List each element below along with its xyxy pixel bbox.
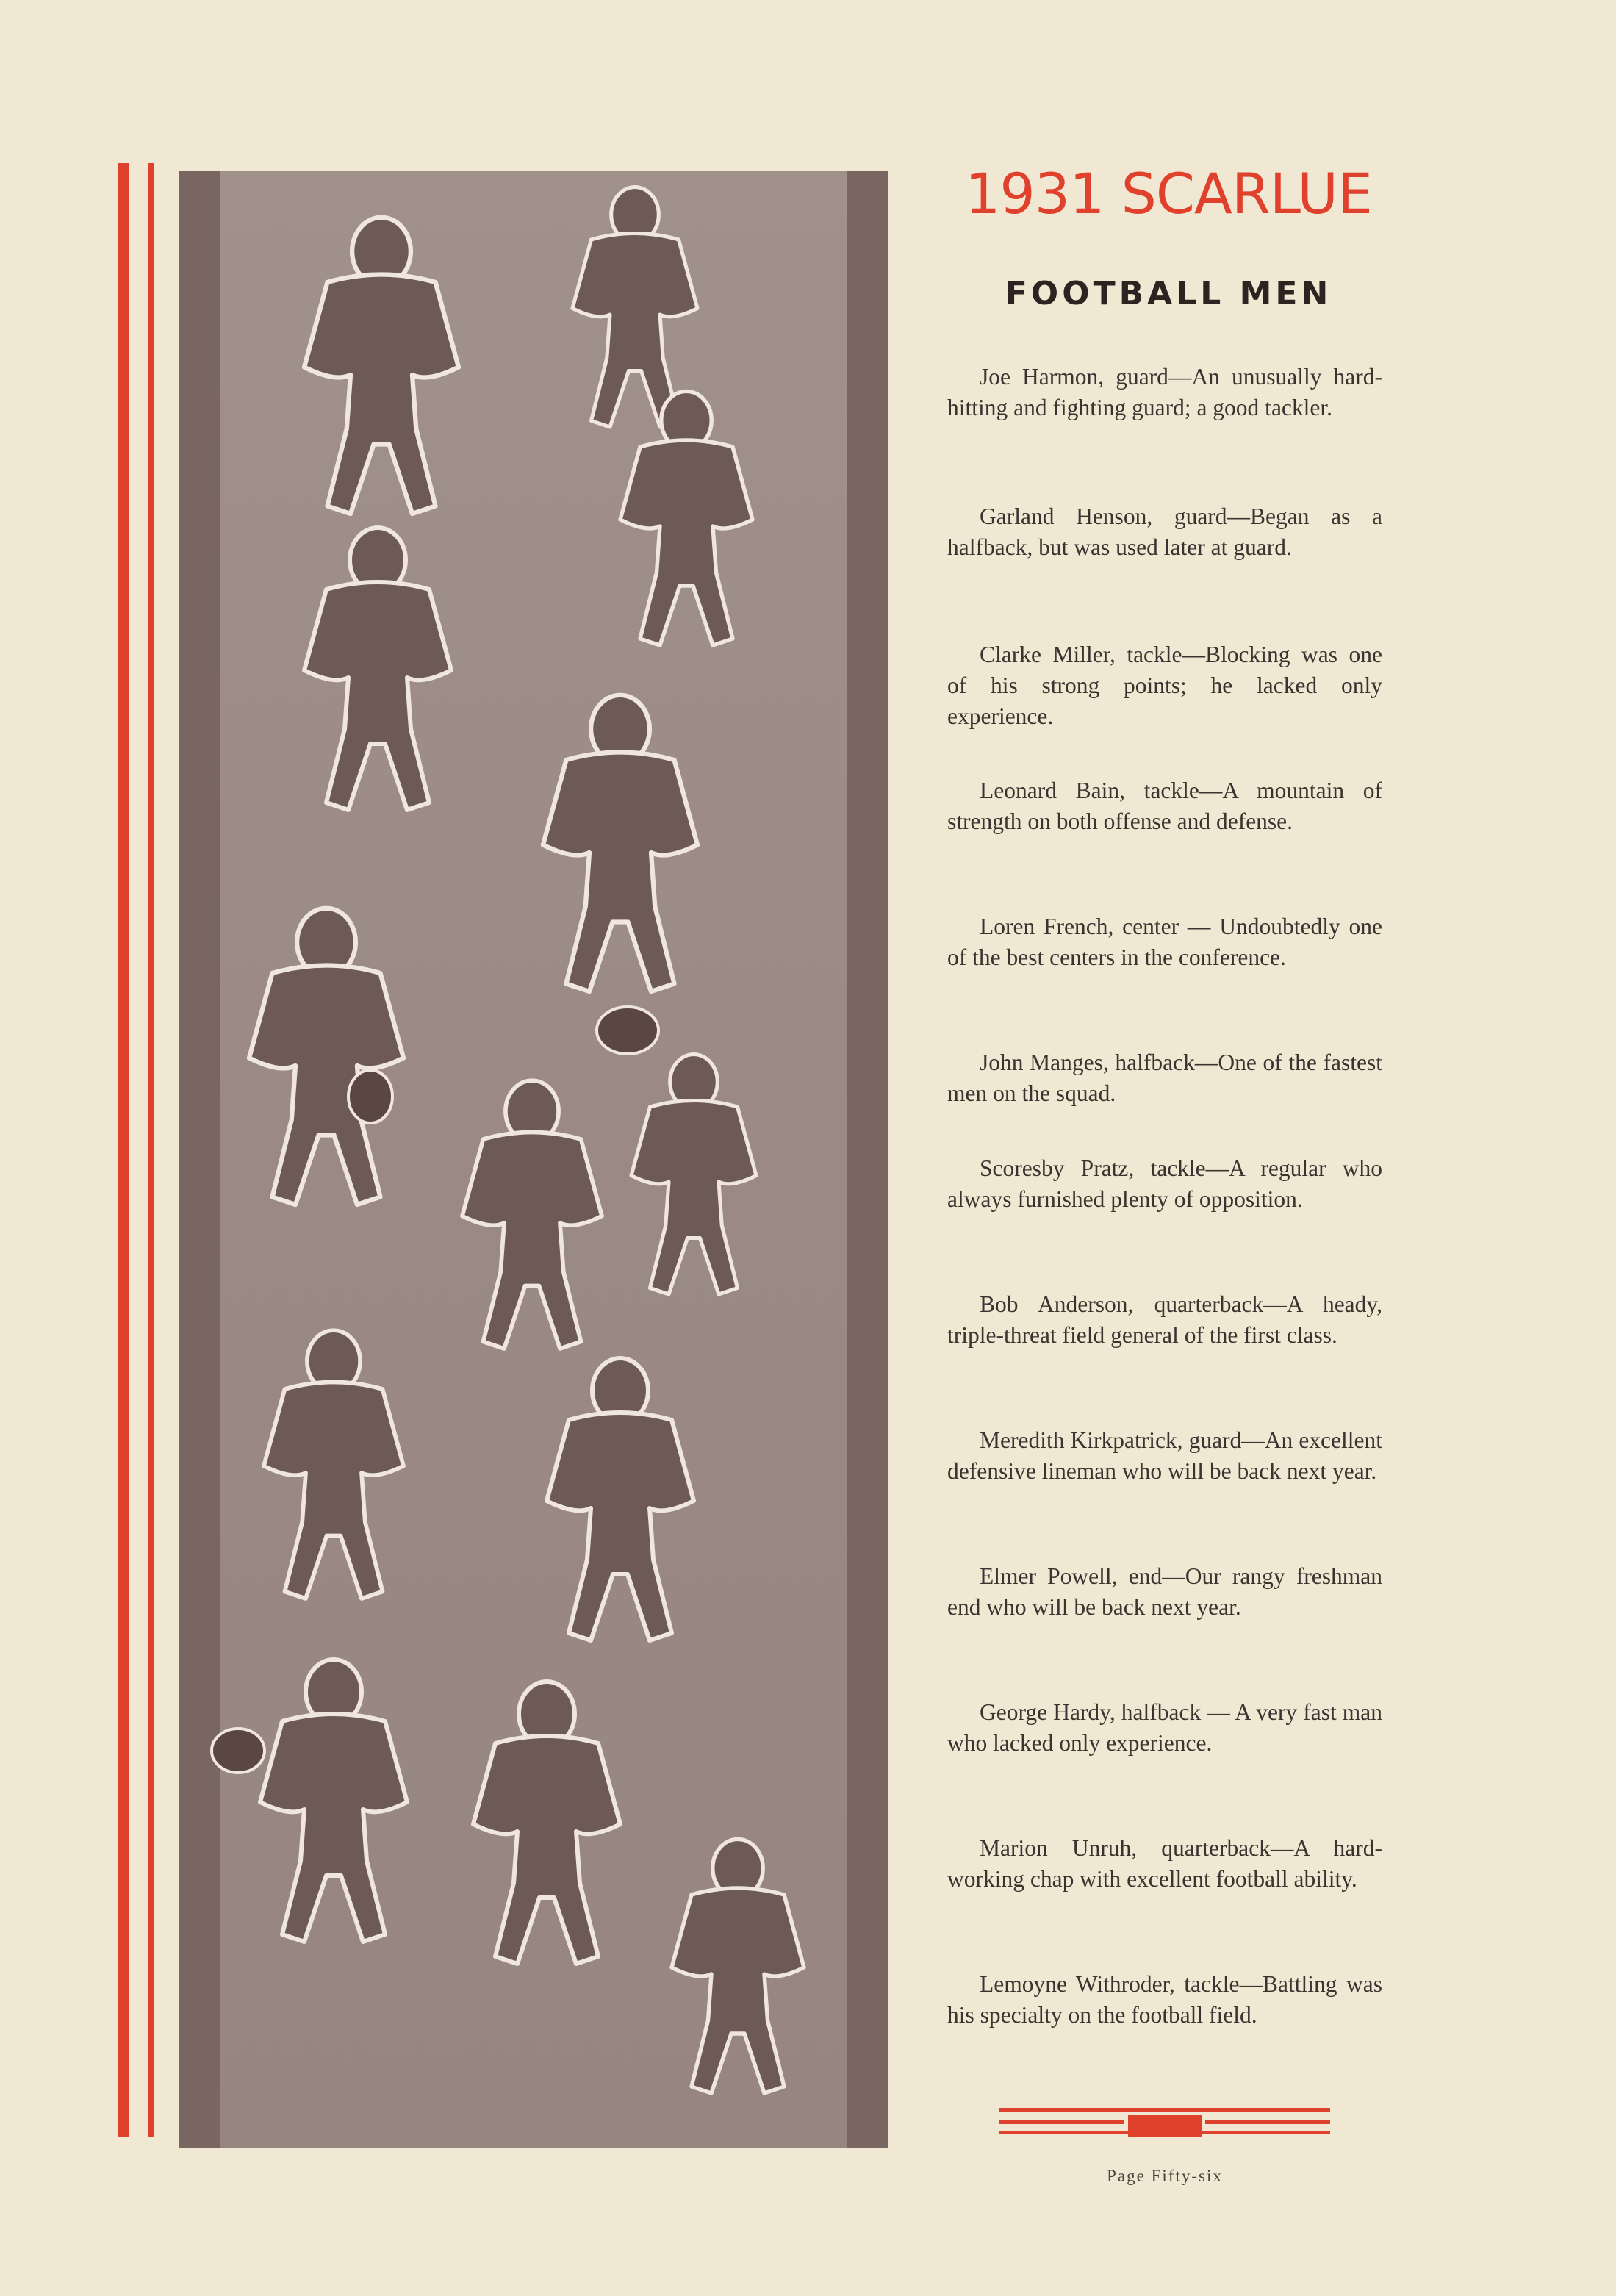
bio-paragraph: Garland Henson, guard—Began as a halfback, but was used later at guard. (947, 503, 1382, 560)
ornament-line-top (999, 2108, 1330, 2112)
bio-paragraph: Meredith Kirkpatrick, guard—An excellent defensive lineman who will be back next year. (947, 1427, 1382, 1484)
section-subtitle: FOOTBALL MEN (1005, 275, 1332, 312)
player-figure-1 (304, 218, 459, 514)
football-ball-2 (212, 1729, 265, 1773)
bio-paragraph: Marion Unruh, quarterback—A hard-working chap with excellent football ability. (947, 1835, 1382, 1892)
bio-paragraph: George Hardy, halfback — A very fast man who lacked only experience. (947, 1699, 1382, 1756)
left-red-rule-thick (118, 163, 129, 2137)
bio-paragraph: Loren French, center — Undoubtedly one of the best centers in the conference. (947, 914, 1382, 970)
left-red-rule-thin (148, 163, 154, 2137)
player-figure-4 (304, 528, 451, 810)
ornament-line-right (1205, 2120, 1330, 2124)
ornament-line-left (999, 2120, 1124, 2124)
player-figure-8 (631, 1055, 756, 1294)
player-figure-7 (462, 1080, 602, 1349)
football-players-photo-collage (179, 171, 888, 2148)
bio-paragraph: Scoresby Pratz, tackle—A regular who always furnished plenty of opposition. (947, 1155, 1382, 1212)
footer-ornament (999, 2108, 1330, 2142)
page-title: 1931 SCARLUE (965, 161, 1372, 226)
bio-paragraph: John Manges, halfback—One of the fastest men on the squad. (947, 1050, 1382, 1106)
player-figure-5 (543, 695, 697, 991)
player-figure-12 (473, 1682, 620, 1964)
bio-paragraph: Joe Harmon, guard—An unusually hard-hitting and fighting guard; a good tackler. (947, 364, 1382, 420)
bio-paragraph: Lemoyne Withroder, tackle—Battling was his specialty on the football field. (947, 1971, 1382, 2028)
football-ball-3 (348, 1070, 392, 1123)
ornament-line-bottom (999, 2131, 1330, 2134)
bio-paragraph: Bob Anderson, quarterback—A heady, triple-threat field general of the first class. (947, 1291, 1382, 1348)
bio-paragraph: Leonard Bain, tackle—A mountain of strength on both offense and defense. (947, 778, 1382, 834)
player-figure-11 (260, 1660, 407, 1942)
football-ball-1 (597, 1007, 658, 1054)
players-illustration (179, 171, 888, 2148)
page-number: Page Fifty-six (1107, 2167, 1223, 2185)
player-figure-9 (264, 1330, 403, 1599)
bio-paragraph: Elmer Powell, end—Our rangy freshman end who will be back next year. (947, 1563, 1382, 1620)
player-figure-3 (620, 391, 753, 645)
bio-paragraph: Clarke Miller, tackle—Blocking was one of his strong points; he lacked only experience. (947, 642, 1382, 729)
player-figure-13 (672, 1839, 804, 2093)
player-figure-10 (547, 1358, 694, 1640)
player-figure-6 (249, 908, 403, 1205)
